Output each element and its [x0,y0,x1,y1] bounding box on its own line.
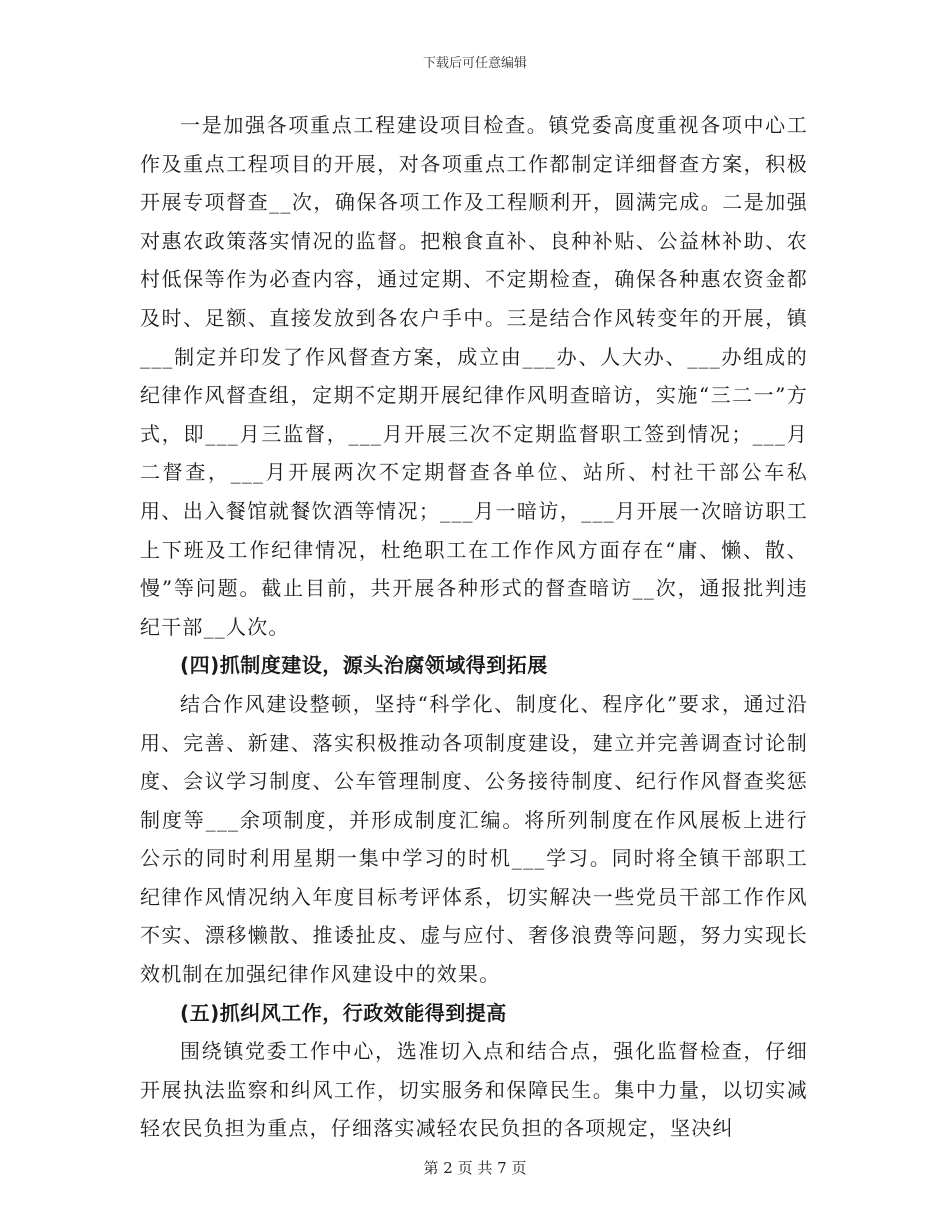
paragraph-rectification: 围绕镇党委工作中心，选准切入点和结合点，强化监督检查，仔细开展执法监察和纠风工作，切实服务和保障民生。集中力量，以切实减轻农民负担为重点，仔细落实减轻农民负担的各项规定，坚决纠 [140,1039,808,1141]
section-heading-5: (五)抓纠风工作，行政效能得到提高 [180,1000,507,1025]
paragraph-system-building: 结合作风建设整顿，坚持“科学化、制度化、程序化”要求，通过沿用、完善、新建、落实积极推动各项制度建设，建立并完善调查讨论制度、会议学习制度、公车管理制度、公务接待制度、纪行作风督查奖惩制度等___余项制度，并形成制度汇编。将所列制度在作风展板上进行公示的同时利用星期一集中学习的时机___学习。同时将全镇干部职工纪律作风情况纳入年度目标考评体系，切实解决一些党员干部工作作风不实、漂移懒散、推诿扯皮、虚与应付、奢侈浪费等问题，努力实现长效机制在加强纪律作风建设中的效果。 [140,691,808,987]
page-header: 下载后可任意编辑 [422,56,527,71]
page-number: 第 2 页 共 7 页 [423,1159,527,1177]
document-body [140,106,808,1148]
section-heading-4: (四)抓制度建设，源头治腐领域得到拓展 [180,653,548,678]
paragraph-inspection: 一是加强各项重点工程建设项目检查。镇党委高度重视各项中心工作及重点工程项目的开展，对各项重点工作都制定详细督查方案，积极开展专项督查__次，确保各项工作及工程顺利开，圆满完成。二是加强对惠农政策落实情况的监督。把粮食直补、良种补贴、公益林补助、农村低保等作为必查内容，通过定期、不定期检查，确保各种惠农资金都及时、足额、直接发放到各农户手中。三是结合作风转变年的开展，镇___制定并印发了作风督查方案，成立由___办、人大办、___办组成的纪律作风督查组，定期不定期开展纪律作风明查暗访，实施“三二一”方式，即___月三监督，___月开展三次不定期监督职工签到情况；___月二督查，___月开展两次不定期督查各单位、站所、村社干部公车私用、出入餐馆就餐饮酒等情况；___月一暗访，___月开展一次暗访职工上下班及工作纪律情况，杜绝职工在工作作风方面存在“庸、懒、散、慢”等问题。截止目前，共开展各种形式的督查暗访__次，通报批判违纪干部__人次。 [140,113,808,639]
